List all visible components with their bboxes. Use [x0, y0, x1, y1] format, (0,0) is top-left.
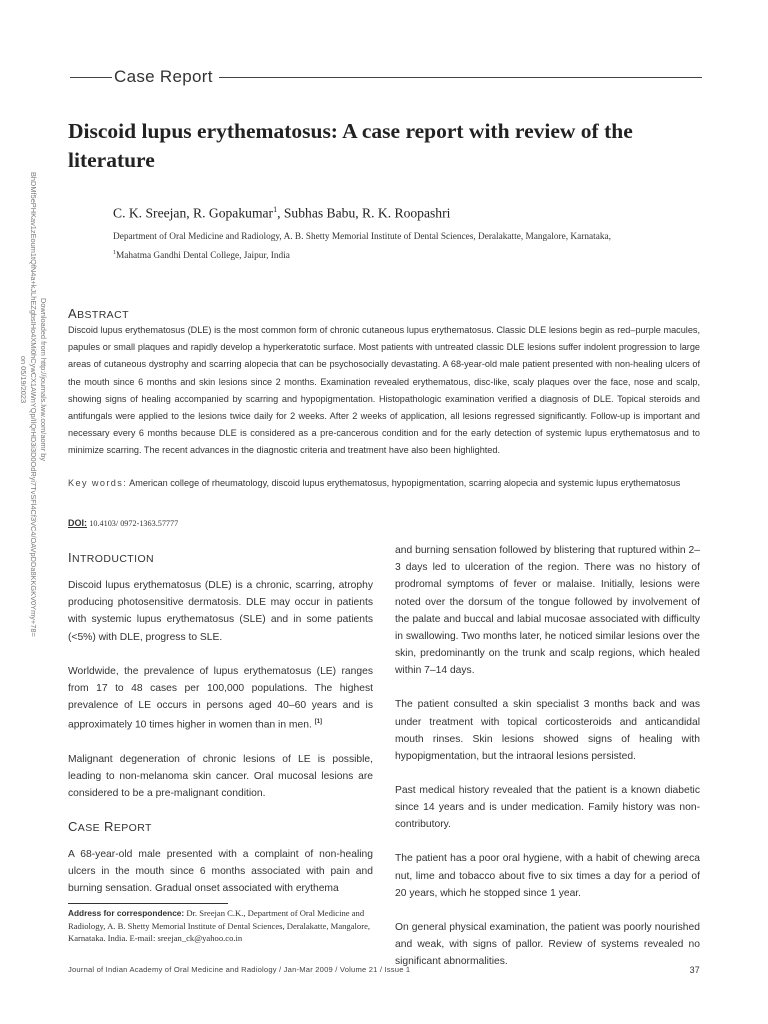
abstract-heading: ABSTRACT [68, 306, 129, 321]
left-column [68, 550, 373, 914]
intro-paragraph-1: Discoid lupus erythematosus (DLE) is a chronic, scarring, atrophy producing photosensitive dermatosis. DLE may occur in patients with systemic lupus erythematosus (SLE) and in some patients (<5%) with DLE, progress to SLE. [68, 580, 373, 643]
affiliation-line-2 [113, 246, 703, 265]
article-title: Discoid lupus erythematosus: A case report with review of the literature [68, 119, 633, 172]
case-report-paragraph-1: A 68-year-old male presented with a complaint of non-healing ulcers in the mouth since 6 months associated with pain and burning sensation. Gradual onset associated with erythema [68, 849, 373, 895]
case-paragraph-6: On general physical examination, the patient was poorly nourished and weak, with signs of pallor. Review of systems revealed no significant abnormalities. [395, 921, 700, 968]
doi [68, 518, 178, 528]
introduction-heading: INTRODUCTION [68, 550, 154, 565]
section-label [70, 66, 702, 88]
journal-citation: Journal of Indian Academy of Oral Medicine and Radiology / Jan-Mar 2009 / Volume 21 / Issue 1 [68, 965, 411, 974]
case-paragraph-5: The patient has a poor oral hygiene, with a habit of chewing areca nut, lime and tobacco about five to six times a day for a period of 20 years, which he stopped since 1 year. [395, 853, 700, 899]
affiliation-marker: 1 [113, 249, 116, 256]
affiliation-line-2-text: Mahatma Gandhi Dental College, Jaipur, India [116, 250, 290, 261]
affiliation-line-1: Department of Oral Medicine and Radiology, A. B. Shetty Memorial Institute of Dental Sciences, Deralakatte, Mangalore, Karnataka, [113, 232, 611, 242]
doi-link[interactable]: 10.4103/ 0972-1363.57777 [89, 519, 179, 528]
author-affil-marker: 1 [273, 205, 278, 214]
doi-label: DOI: [68, 518, 87, 528]
correspondence-divider [68, 903, 228, 904]
correspondence-address [68, 907, 374, 945]
case-paragraph-3: The patient consulted a skin specialist 3 months back and was under treatment with topical corticosteroids and anticandidal mouth rinses. Skin lesions showed signs of healing with hypopigmentation, but the intraoral lesions persisted. [395, 699, 700, 763]
keywords-text: American college of rheumatology, discoid lupus erythematosus, hypopigmentation, scarring alopecia and systemic lupus erythematosus [129, 478, 681, 488]
case-paragraph-4: Past medical history revealed that the patient is a known diabetic since 14 years and is under medication. Family history was non-contributory. [395, 785, 700, 831]
authors-part-1: C. K. Sreejan, R. Gopakumar [113, 205, 274, 221]
correspondence-text: Dr. Sreejan C.K., Department of Oral Medicine and Radiology, A. B. Shetty Memorial Institute of Dental Sciences, Deralakatte, Mangalore, Karnataka. India. E-mail: sreejan_ck@yahoo.co.in [68, 908, 371, 943]
right-column [395, 542, 700, 987]
keywords [68, 476, 700, 492]
abstract-text: Discoid lupus erythematosus (DLE) is the most common form of chronic cutaneous lupus erythematosus. Classic DLE lesions begin as red–purple macules, papules or small plaques and rapidly develop a hyperkeratotic surface. Most patients with untreated classic DLE lesions suffer indolent progression to large areas of cutaneous dystrophy and scarring alopecia that can be psychosocially devastating. A 68-year-old male patient presented with non-healing ulcers of the mouth since 6 months and skin lesions since 2 months. Examination revealed erythematous, disc-like, scaly plaques over the face, nose and scalp, showing signs of healing accompanied by scarring and hypopigmentation. Histopathologic examination verified a diagnosis of DLE. Topical steroids and antifungals were applied to the lesions twice daily for 2 weeks. After 2 weeks of application, all lesions regressed significantly. Follow-up is important and necessary every 6 months because DLE is considered as a pre-cancerous condition and for the early detection of systemic lupus erythematosus and to minimize scarring. The recent advances in the diagnostic criteria and treatment have also been highlighted. [68, 325, 700, 456]
section-rule-left [70, 77, 112, 78]
reference-citation[interactable]: [1] [314, 719, 323, 726]
download-watermark: Downloaded from http://journals.lww.com/aomr by BhDMf5ePHKav1zEoum1tQfN4a+kJLhEZgbsIHo4XMi0hCywCX1AWnYQp/IlQrHD3i3D0OdRyi7TvSFl4Cf3VC4/OAVpDDa8KKGKV0Ymy+78= on 05/19/2023 [19, 172, 48, 637]
section-label-text: Case Report [114, 67, 213, 86]
affiliation [113, 230, 703, 264]
correspondence-label: Address for correspondence: [68, 908, 185, 918]
author-list [113, 205, 713, 222]
page-number: 37 [689, 965, 700, 975]
authors-part-2: , Subhas Babu, R. K. Roopashri [277, 205, 451, 221]
case-report-heading: CASE REPORT [68, 819, 152, 835]
keywords-label: Key words: [68, 478, 128, 488]
section-rule-right [219, 77, 702, 78]
case-paragraph-2: and burning sensation followed by blistering that ruptured within 2–3 days led to ulceration of the region. There was no history of prodromal symptoms of fever or malaise. Initially, lesions were noted over the dorsum of the tongue followed by involvement of the palate and buccal and labial mucosae associated with difficulty in swallowing. Two months later, he noticed similar lesions over the skin, predominantly on the trunk and scalp regions, which healed within 7–14 days. [395, 545, 700, 677]
intro-paragraph-3: Malignant degeneration of chronic lesions of LE is possible, leading to non-melanoma skin cancer. Oral mucosal lesions are considered to be a pre-malignant condition. [68, 753, 373, 800]
intro-paragraph-2: Worldwide, the prevalence of lupus erythematosus (LE) ranges from 17 to 48 cases per 100,000 populations. The highest prevalence of LE occurs in persons aged 40–60 years and is approximately 10 times higher in women than in men. [1] [68, 665, 373, 731]
page-footer [68, 965, 700, 975]
